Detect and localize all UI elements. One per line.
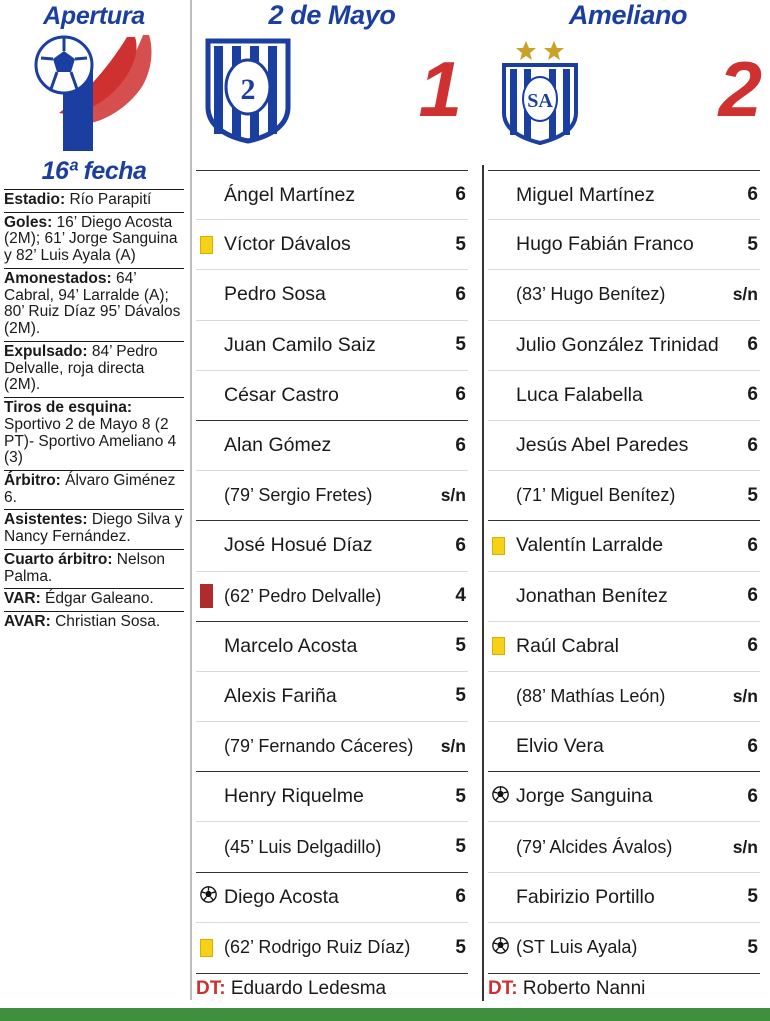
round-title: 16ª fecha <box>41 157 147 185</box>
player-rating: 5 <box>747 936 758 958</box>
player-rating: s/n <box>732 284 758 305</box>
match-details-list <box>4 189 184 634</box>
player-name: César Castro <box>224 383 339 406</box>
lineup-row <box>196 220 468 270</box>
player-name: Elvio Vera <box>516 735 604 758</box>
yellow-card-icon <box>492 637 505 655</box>
player-rating: 6 <box>455 384 466 406</box>
match-detail-item <box>4 470 184 509</box>
player-rating: 5 <box>455 233 466 255</box>
match-detail-item <box>4 397 184 470</box>
player-rating: 5 <box>455 635 466 657</box>
lineup-row <box>488 873 760 923</box>
match-detail-label: Estadio: <box>4 191 66 208</box>
substitute-name: (45’ Luis Delgadillo) <box>224 836 382 857</box>
column-divider <box>190 0 192 1000</box>
lineup-row <box>488 923 760 973</box>
player-name: Miguel Martínez <box>516 183 655 206</box>
lineup-row <box>196 371 468 421</box>
away-team-crest <box>494 35 586 145</box>
lineup-row <box>196 923 468 973</box>
match-detail-item <box>4 268 184 341</box>
player-name: Henry Riquelme <box>224 785 364 808</box>
player-name: Alan Gómez <box>224 434 332 457</box>
player-name: Valentín Larralde <box>516 534 664 557</box>
svg-text:2: 2 <box>240 73 256 106</box>
player-rating: s/n <box>732 836 758 857</box>
match-detail-item <box>4 549 184 588</box>
match-detail-item <box>4 588 184 611</box>
away-coach-name: Roberto Nanni <box>522 978 646 999</box>
away-team-name: Ameliano <box>568 0 688 30</box>
match-detail-label: Expulsado: <box>4 342 88 360</box>
lineup-row <box>488 471 760 521</box>
lineup-row <box>196 321 468 371</box>
player-rating: 6 <box>747 735 758 757</box>
player-name: Jonathan Benítez <box>516 584 668 607</box>
home-team-crest <box>202 35 294 145</box>
player-rating: 5 <box>455 936 466 958</box>
away-lineup-table <box>488 170 760 973</box>
player-name: Luca Falabella <box>516 383 643 406</box>
match-detail-label: Cuarto árbitro: <box>4 550 113 568</box>
player-rating: s/n <box>440 736 466 757</box>
player-rating: 5 <box>455 334 466 356</box>
match-detail-text: 64’ Cabral, 94’ Larralde (A); 80’ Ruiz Díaz 95’ Dávalos (2M). <box>4 269 181 338</box>
player-rating: 6 <box>455 534 466 556</box>
lineup-row <box>488 270 760 320</box>
player-rating: 6 <box>747 384 758 406</box>
player-rating: 4 <box>455 585 466 607</box>
lineup-row <box>196 521 468 571</box>
away-score: 2 <box>718 45 762 134</box>
match-detail-text: Diego Silva y Nancy Fernández. <box>4 511 183 546</box>
player-rating: 5 <box>747 886 758 908</box>
lineup-row <box>196 471 468 521</box>
player-name: Fabirizio Portillo <box>516 885 655 908</box>
tournament-title: Apertura <box>43 2 145 30</box>
player-name: Hugo Fabián Franco <box>516 233 694 256</box>
match-detail-label: VAR: <box>4 590 41 608</box>
substitute-name: (79’ Sergio Fretes) <box>224 485 373 506</box>
player-name: Julio González Trinidad <box>516 333 719 356</box>
match-detail-item <box>4 509 184 548</box>
player-rating: 6 <box>455 184 466 206</box>
substitute-name: (62’ Pedro Delvalle) <box>224 585 382 606</box>
lineup-row <box>196 822 468 872</box>
match-detail-label: Tiros de esquina: <box>4 399 133 417</box>
match-detail-text: Christian Sosa. <box>50 613 161 631</box>
player-name: Jorge Sanguina <box>516 785 653 808</box>
goal-ball-icon <box>492 786 509 808</box>
player-rating: 6 <box>747 334 758 356</box>
svg-text:SA: SA <box>527 90 553 112</box>
match-detail-label: Árbitro: <box>4 472 61 490</box>
player-rating: 5 <box>747 233 758 255</box>
yellow-card-icon <box>492 537 505 555</box>
lineup-row <box>196 572 468 622</box>
lineup-row <box>196 672 468 722</box>
lineup-row <box>196 772 468 822</box>
player-rating: 6 <box>747 785 758 807</box>
league-logo <box>4 33 184 155</box>
player-name: Diego Acosta <box>224 885 339 908</box>
player-rating: s/n <box>440 485 466 506</box>
match-detail-label: Goles: <box>4 213 53 231</box>
player-name: Marcelo Acosta <box>224 634 358 657</box>
yellow-card-icon <box>200 236 213 254</box>
match-detail-item <box>4 189 184 212</box>
home-team-header <box>196 0 468 145</box>
lineup-row <box>196 270 468 320</box>
match-detail-text: Édgar Galeano. <box>40 590 154 608</box>
match-detail-text: Álvaro Giménez 6. <box>4 472 176 506</box>
yellow-card-icon <box>200 939 213 957</box>
match-detail-item <box>4 212 184 268</box>
player-rating: 6 <box>747 635 758 657</box>
substitute-name: (79’ Fernando Cáceres) <box>224 736 414 757</box>
substitute-name: (79’ Alcides Ávalos) <box>516 836 673 857</box>
player-name: Ángel Martínez <box>224 183 356 206</box>
away-coach-label: DT: <box>488 978 518 999</box>
match-detail-text: 16’ Diego Acosta (2M); 61’ Jorge Sanguina y 82’ Luis Ayala (A) <box>4 213 178 265</box>
red-card-icon <box>200 584 213 608</box>
away-team-header <box>488 0 768 145</box>
home-lineup-table <box>196 170 468 973</box>
match-info-column <box>0 0 190 1000</box>
player-name: Pedro Sosa <box>224 283 326 306</box>
player-rating: 6 <box>455 283 466 305</box>
player-rating: 6 <box>455 434 466 456</box>
substitute-name: (83’ Hugo Benítez) <box>516 284 666 305</box>
lineup-row <box>488 772 760 822</box>
player-rating: 6 <box>747 585 758 607</box>
goal-ball-icon <box>492 937 509 959</box>
lineup-row <box>488 521 760 571</box>
lineup-row <box>196 722 468 772</box>
lineup-row <box>196 170 468 220</box>
home-coach-label: DT: <box>196 978 226 999</box>
lineup-row <box>196 873 468 923</box>
player-rating: 6 <box>747 534 758 556</box>
player-rating: 5 <box>455 836 466 858</box>
lineup-row <box>196 421 468 471</box>
lineup-row <box>488 421 760 471</box>
goal-ball-icon <box>200 886 217 908</box>
match-detail-label: AVAR: <box>4 613 51 631</box>
player-name: Raúl Cabral <box>516 634 619 657</box>
match-detail-text: Río Parapití <box>65 191 152 208</box>
substitute-name: (62’ Rodrigo Ruiz Díaz) <box>224 937 411 958</box>
lineup-row <box>488 170 760 220</box>
substitute-name: (ST Luis Ayala) <box>516 937 638 958</box>
match-detail-text: Sportivo 2 de Mayo 8 (2 PT)- Sportivo Ameliano 4 (3) <box>4 415 177 467</box>
substitute-name: (88’ Mathías León) <box>516 685 666 706</box>
lineup-row <box>488 672 760 722</box>
player-name: José Hosué Díaz <box>224 534 373 557</box>
match-detail-label: Asistentes: <box>4 511 88 529</box>
player-name: Alexis Fariña <box>224 684 337 707</box>
lineup-divider <box>482 165 484 1001</box>
player-rating: 5 <box>747 484 758 506</box>
lineup-row <box>488 371 760 421</box>
lineup-row <box>488 572 760 622</box>
match-detail-item <box>4 611 184 634</box>
lineup-row <box>488 822 760 872</box>
substitute-name: (71’ Miguel Benítez) <box>516 485 676 506</box>
home-coach-row <box>196 973 468 1000</box>
lineup-row <box>196 622 468 672</box>
player-name: Juan Camilo Saiz <box>224 333 376 356</box>
home-score: 1 <box>418 45 462 134</box>
player-rating: 5 <box>455 785 466 807</box>
away-coach-row <box>488 973 760 1000</box>
bottom-bar <box>0 1008 770 1021</box>
match-detail-text: 84’ Pedro Delvalle, roja directa (2M). <box>4 342 158 394</box>
player-rating: 5 <box>455 685 466 707</box>
home-team-name: 2 de Mayo <box>268 0 396 30</box>
lineup-row <box>488 622 760 672</box>
lineup-row <box>488 321 760 371</box>
lineup-row <box>488 722 760 772</box>
match-detail-item <box>4 341 184 397</box>
player-name: Jesús Abel Paredes <box>516 434 689 457</box>
player-name: Víctor Dávalos <box>224 233 351 256</box>
player-rating: s/n <box>732 685 758 706</box>
home-coach-name: Eduardo Ledesma <box>230 978 387 999</box>
player-rating: 6 <box>455 886 466 908</box>
player-rating: 6 <box>747 434 758 456</box>
player-rating: 6 <box>747 184 758 206</box>
match-detail-text: Nelson Palma. <box>4 550 166 585</box>
match-detail-label: Amonestados: <box>4 269 112 287</box>
lineup-row <box>488 220 760 270</box>
